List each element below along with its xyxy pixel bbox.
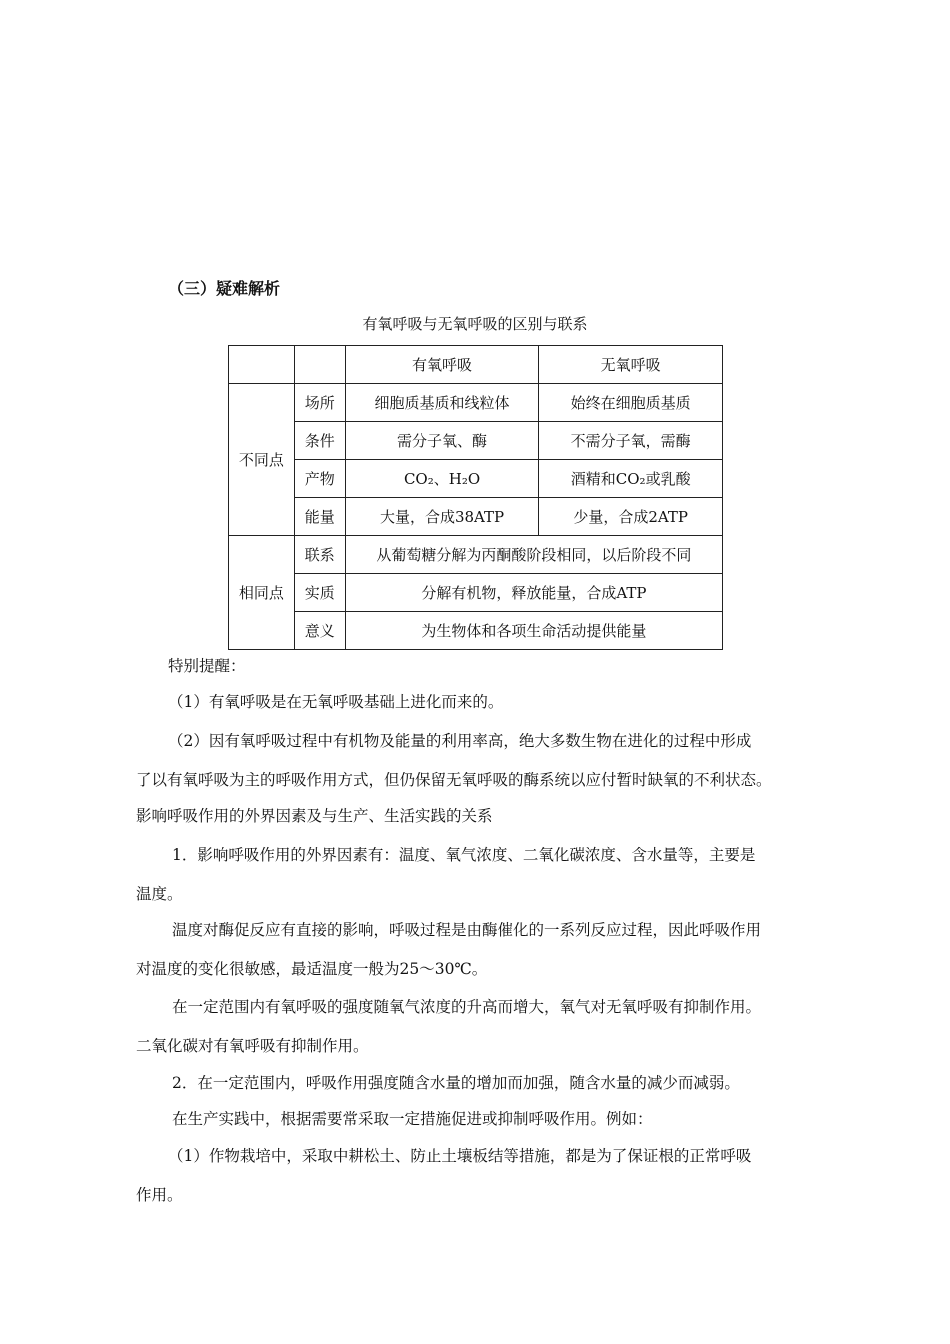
- group-same-label: 相同点: [229, 536, 295, 650]
- table-row: [229, 498, 723, 536]
- factor-1-line-2: 温度。: [136, 885, 183, 903]
- anaerobic-cell: 不需分子氧，需酶: [539, 422, 723, 460]
- factor-1-line-1: 1．影响呼吸作用的外界因素有：温度、氧气浓度、二氧化碳浓度、含水量等，主要是: [172, 846, 756, 864]
- row-label: 条件: [294, 422, 345, 460]
- row-label: 意义: [294, 612, 345, 650]
- reminder-title: 特别提醒：: [168, 657, 246, 675]
- row-label: 产物: [294, 460, 345, 498]
- temperature-line-1: 温度对酶促反应有直接的影响，呼吸过程是由酶催化的一系列反应过程，因此呼吸作用: [172, 921, 762, 939]
- row-label: 实质: [294, 574, 345, 612]
- row-label: 能量: [294, 498, 345, 536]
- header-aerobic: 有氧呼吸: [345, 346, 539, 384]
- reminder-2-line-1: （2）因有氧呼吸过程中有机物及能量的利用率高，绝大多数生物在进化的过程中形成: [168, 732, 752, 750]
- header-anaerobic: 无氧呼吸: [539, 346, 723, 384]
- comparison-table: [228, 345, 723, 650]
- anaerobic-cell: 少量，合成2ATP: [539, 498, 723, 536]
- row-label: 场所: [294, 384, 345, 422]
- reminder-2-line-2: 了以有氧呼吸为主的呼吸作用方式，但仍保留无氧呼吸的酶系统以应付暂时缺氧的不利状态。: [136, 771, 772, 789]
- oxygen-line-1: 在一定范围内有氧呼吸的强度随氧气浓度的升高而增大，氧气对无氧呼吸有抑制作用。: [172, 998, 762, 1016]
- merged-cell: 分解有机物，释放能量，合成ATP: [345, 574, 722, 612]
- merged-cell: 为生物体和各项生命活动提供能量: [345, 612, 722, 650]
- factors-heading: 影响呼吸作用的外界因素及与生产、生活实践的关系: [136, 807, 493, 825]
- table-row: [229, 612, 723, 650]
- table-corner-cell: [229, 346, 295, 384]
- table-row: [229, 536, 723, 574]
- aerobic-cell: 需分子氧、酶: [345, 422, 539, 460]
- group-diff-label: 不同点: [229, 384, 295, 536]
- table-row: [229, 384, 723, 422]
- table-row: [229, 460, 723, 498]
- table-row: [229, 422, 723, 460]
- row-label: 联系: [294, 536, 345, 574]
- aerobic-cell: CO₂、H₂O: [345, 460, 539, 498]
- example-1-line-2: 作用。: [136, 1186, 183, 1204]
- oxygen-line-2: 二氧化碳对有氧呼吸有抑制作用。: [136, 1037, 369, 1055]
- reminder-1: （1）有氧呼吸是在无氧呼吸基础上进化而来的。: [168, 693, 504, 711]
- table-title: 有氧呼吸与无氧呼吸的区别与联系: [362, 315, 588, 333]
- example-1-line-1: （1）作物栽培中，采取中耕松土、防止土壤板结等措施，都是为了保证根的正常呼吸: [168, 1147, 752, 1165]
- aerobic-cell: 细胞质基质和线粒体: [345, 384, 539, 422]
- anaerobic-cell: 酒精和CO₂或乳酸: [539, 460, 723, 498]
- practice-intro: 在生产实践中，根据需要常采取一定措施促进或抑制呼吸作用。例如：: [172, 1110, 653, 1128]
- table-row: [229, 574, 723, 612]
- aerobic-cell: 大量，合成38ATP: [345, 498, 539, 536]
- table-corner-cell: [294, 346, 345, 384]
- factor-2: 2．在一定范围内，呼吸作用强度随含水量的增加而加强，随含水量的减少而减弱。: [172, 1074, 740, 1092]
- anaerobic-cell: 始终在细胞质基质: [539, 384, 723, 422]
- section-title: （三）疑难解析: [168, 279, 281, 298]
- merged-cell: 从葡萄糖分解为丙酮酸阶段相同，以后阶段不同: [345, 536, 722, 574]
- temperature-line-2: 对温度的变化很敏感，最适温度一般为25～30℃。: [136, 960, 488, 978]
- table-header-row: [229, 346, 723, 384]
